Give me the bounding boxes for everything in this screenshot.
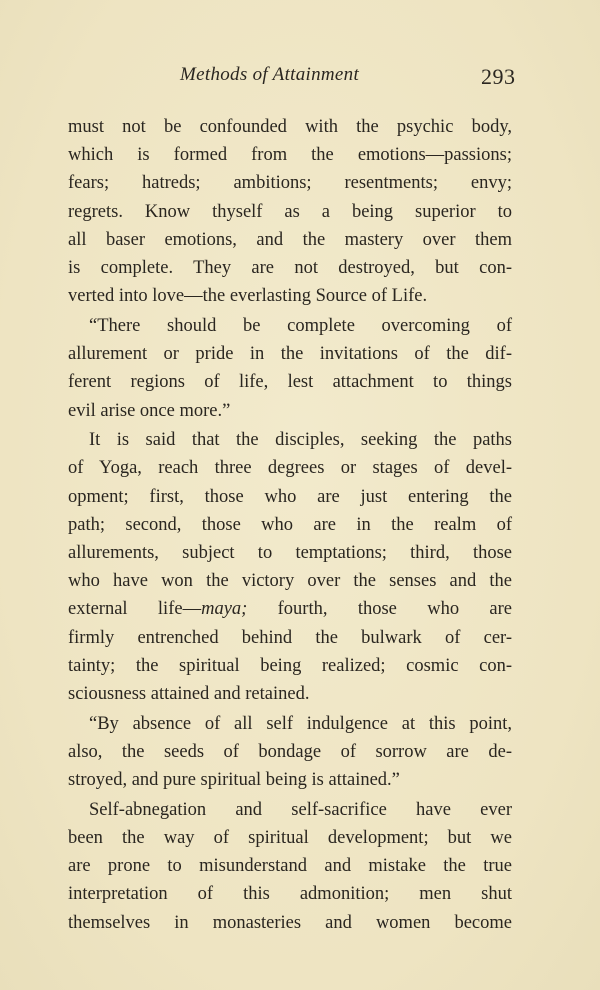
text-line: themselves in monasteries and women become [68, 912, 512, 933]
text-line: sciousness attained and retained. [68, 684, 310, 704]
text-line: It is said that the disciples, seeking the paths [89, 430, 512, 451]
text-line: of Yoga, reach three degrees or stages of devel- [68, 458, 512, 479]
text-line: Self-abnegation and self-sacrifice have ever [89, 799, 512, 820]
text-line: stroyed, and pure spiritual being is attained.” [68, 770, 400, 791]
text-line: evil arise once more.” [68, 400, 231, 421]
text-line: path; second, those who are in the realm of [68, 514, 512, 535]
text-line: fears; hatreds; ambitions; resentments; envy; [68, 173, 512, 194]
text-line: are prone to misunderstand and mistake the true [68, 856, 512, 877]
text-line: tainty; the spiritual being realized; cosmic con- [68, 655, 512, 676]
running-head-title: Methods of Attainment [180, 64, 360, 85]
text-line: all baser emotions, and the mastery over them [68, 229, 512, 250]
text-line: opment; first, those who are just entering the [68, 486, 512, 507]
text-line: which is formed from the emotions—passions; [68, 145, 512, 166]
text-line: who have won the victory over the senses and the [68, 571, 512, 592]
text-line: “There should be complete overcoming of [89, 315, 512, 336]
text-line: “By absence of all self indulgence at this point, [89, 713, 512, 734]
text-line: ferent regions of life, lest attachment to things [68, 372, 512, 393]
text-line: allurements, subject to temptations; third, those [68, 543, 512, 563]
text-line: been the way of spiritual development; but we [68, 828, 512, 848]
page-number: 293 [481, 64, 516, 89]
text-line: is complete. They are not destroyed, but con- [68, 258, 512, 278]
text-line: verted into love—the everlasting Source of Life. [68, 286, 428, 307]
text-line: regrets. Know thyself as a being superior to [68, 201, 512, 222]
text-line: firmly entrenched behind the bulwark of cer- [68, 627, 512, 648]
text-line: also, the seeds of bondage of sorrow are de- [68, 741, 512, 762]
text-line: external life—maya; fourth, those who are [68, 599, 512, 620]
emphasis: maya; [201, 599, 248, 620]
text-line: allurement or pride in the invitations of the dif- [68, 344, 512, 365]
text-line: interpretation of this admonition; men shut [68, 884, 512, 905]
text-line: must not be confounded with the psychic body, [68, 117, 512, 137]
